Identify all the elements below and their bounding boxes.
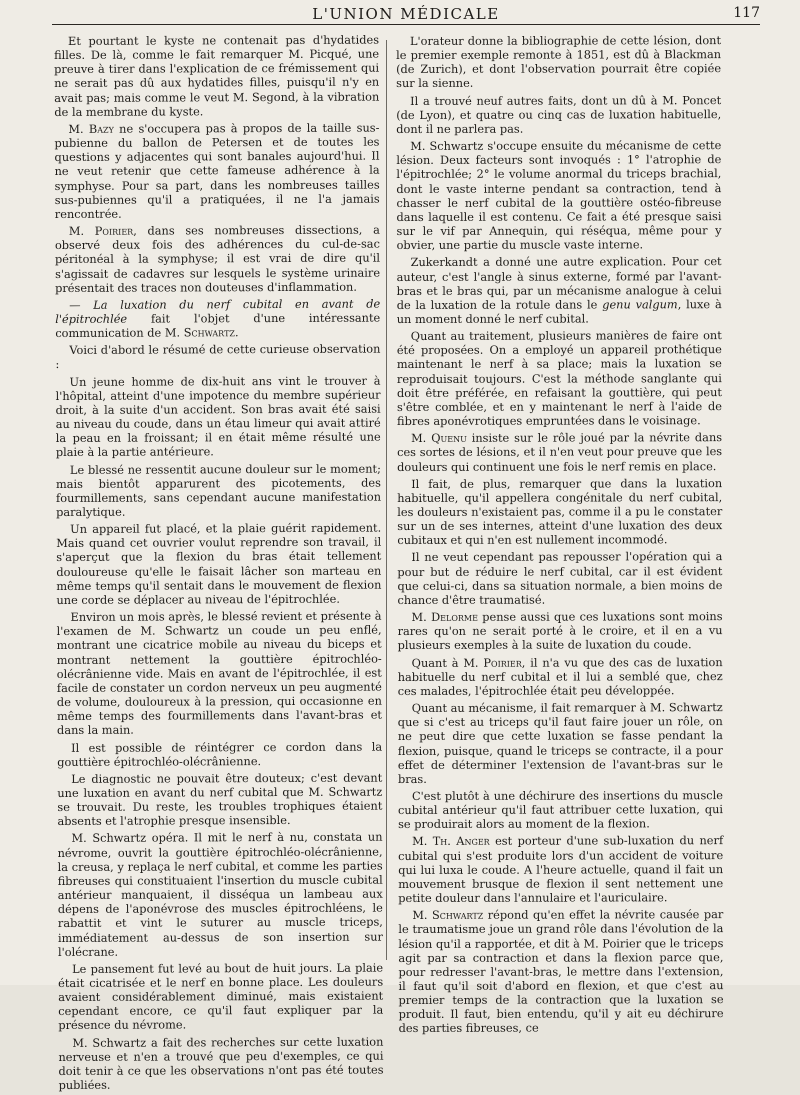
- text-run: .: [234, 325, 239, 340]
- paragraph: [55, 373, 380, 459]
- paragraph: [56, 521, 381, 607]
- paragraph: [397, 328, 722, 428]
- paragraph: [55, 223, 380, 295]
- paragraph: [55, 342, 380, 372]
- text-run: fait l'objet d'une intéressante communication de M.: [55, 310, 381, 341]
- paragraph: [398, 609, 723, 652]
- text-run: Un appareil fut placé, et la plaie guérit rapidement. Mais quand cet ouvrier voulut reprendre son travail, il s'aperçut que la flexion du bras était tellement douloureuse qu'elle le faisait lâcher son marteau en même temps qu'il sentait dans le mouvement de flexion une corde se déplacer au niveau de l'épitrochlée.: [56, 520, 382, 607]
- text-run: Environ un mois après, le blessé revient et présente à l'examen de M. Schwartz un coude un peu enflé, montrant une cicatrice mobile au niveau du biceps et montrant nettement la gouttière épitrochléo-olécrânienne vide. Mais en avant de l'épitrochlée, il est facile de constater un cordon nerveux un peu augmenté de volume, douloureux à la pression, qui occasionne en même temps des fourmillements dans l'avant-bras et dans la main.: [56, 608, 383, 738]
- text-run: C'est plutôt à une déchirure des insertions du muscle cubital antérieur qu'il faut attribuer cette luxation, qui se produirait alors au moment de la flexion.: [398, 788, 724, 832]
- paragraph: [398, 907, 723, 1035]
- paragraph: [57, 830, 383, 959]
- text-run: Un jeune homme de dix-huit ans vint le trouver à l'hôpital, atteint d'une impotence du membre supérieur droit, à la suite d'un accident. Son bras avait été saisi au niveau du coude, dans un étau limeur qui avait attiré la peau en la froissant; il en était même résulté une plaie à la partie antérieure.: [55, 373, 381, 460]
- text-run: Il ne veut cependant pas repousser l'opération qui a pour but de réduire le nerf cubital, car il est évident que celui-ci, dans sa situation normale, a bien moins de chance d'être traumatisé.: [397, 549, 723, 607]
- paragraph: [58, 960, 383, 1032]
- paragraph: [398, 834, 723, 906]
- journal-title: L'UNION MÉDICALE: [312, 5, 500, 23]
- text-run: Zukerkandt a donné une autre explication. Pour cet auteur, c'est l'angle à sinus externe, formé par l'avant-bras et le bras qui, par un mécanisme analogue à celui de la luxation de la rotule dans le: [396, 254, 722, 312]
- text-run: Quant au mécanisme, il fait remarquer à M. Schwartz que si c'est au triceps qu'il faut faire jouer un rôle, on ne peut dire que cette luxation se fasse pendant la flexion, puisque, quand le triceps se contracte, il a pour effet de déterminer l'extension de l'avant-bras sur le bras.: [397, 700, 723, 786]
- text-run: Et pourtant le kyste ne contenait pas d'hydatides filles. De là, comme le fait remarquer M. Picqué, une preuve à tirer dans l'explication de ce frémissement qui ne serait pas dû aux hydatides filles, puisqu'il n'y en avait pas; mais comme le veut M. Segond, à la vibration de la membrane du kyste.: [54, 32, 380, 119]
- text-run: Quant au traitement, plusieurs manières de faire ont été proposées. On a employé un appareil prothétique maintenant le nerf à sa place; mais la luxation se reproduisait toujours. C'est la méthode sanglante qui doit être préférée, en refaisant la gouttière, qui peut s'être comblée, et en y maintenant le nerf à l'aide de fibres aponévrotiques empruntées dans le voisinage.: [396, 328, 722, 429]
- paragraph: [398, 700, 723, 786]
- text-run: M.: [412, 834, 433, 849]
- italic-text: La luxation du nerf cubital en avant de l'épitrochlée: [55, 296, 381, 326]
- text-run: est porteur d'une sub-luxation du nerf cubital qui s'est produite lors d'un accident de voiture qui lui luxa le coude. A l'heure actuelle, quand il fait un mouvement brusque de flexion il sent nettement une petite douleur dans l'annulaire et l'auriculaire.: [398, 833, 724, 906]
- text-run: , il n'a vu que des cas de luxation habituelle du nerf cubital et il lui a semblé que, chez ces malades, l'épitrochlée était peu développée.: [397, 654, 723, 698]
- text-run: M.: [411, 610, 432, 625]
- header-rule: [52, 24, 760, 25]
- paragraph: [54, 121, 379, 222]
- paragraph: [396, 138, 721, 252]
- text-run: insiste sur le rôle joué par la névrite dans ces sortes de lésions, et il n'en veut pour preuve que les douleurs qui continuent une fois le nerf remis en place.: [397, 430, 723, 474]
- text-run: Il est possible de réintégrer ce cordon dans la gouttière épitrochléo-olécrânienne.: [57, 739, 383, 769]
- text-run: pense aussi que ces luxations sont moins rares qu'on ne serait porté à le croire, et il en a vu plusieurs exemples à la suite de luxation du coude.: [397, 609, 723, 653]
- paragraph: [396, 33, 721, 90]
- text-run: M. Schwartz opéra. Il mit le nerf à nu, constata un névrome, ouvrit la gouttière épitrochléo-olécrânienne, la creusa, y replaça le nerf cubital, et comme les parties fibreuses qui constituaient l'insertion du muscle cubital antérieur manquaient, il disséqua un lambeau aux dépens de l'aponévrose des muscles épitrochléens, le rabattit et vint le suturer au muscle triceps, immédiatement au-dessus de son insertion sur l'olécrane.: [57, 830, 383, 959]
- speaker-name: Schwartz: [183, 325, 235, 340]
- paragraph: [397, 476, 722, 548]
- paragraph: [54, 33, 379, 119]
- text-run: Il fait, de plus, remarquer que dans la luxation habituelle, qu'il appellera congénitale du nerf cubital, les douleurs n'existaient pas, comme il a pu le constater sur un de ses internes, atteint d'une luxation des deux cubitaux et qui n'en est nullement incommodé.: [397, 475, 723, 548]
- paragraph: [396, 93, 721, 136]
- speaker-name: Delorme: [431, 609, 478, 625]
- italic-text: genu valgum: [602, 297, 678, 312]
- paragraph: [57, 770, 382, 828]
- text-run: L'orateur donne la bibliographie de cette lésion, dont le premier exemple remonte à 1851, est dû à Blackman (de Zurich), et dont l'observation pourrait être copiée sur la sienne.: [396, 33, 722, 91]
- left-column: [54, 33, 384, 1095]
- text-run: M.: [68, 121, 89, 136]
- text-run: , luxe à un moment donné le nerf cubital.: [396, 296, 722, 326]
- text-run: Le diagnostic ne pouvait être douteux; c'est devant une luxation en avant du nerf cubital que M. Schwartz se trouvait. Du reste, les troubles trophiques étaient absents et l'atrophie presque insensible.: [57, 770, 383, 829]
- paragraph: [55, 296, 380, 340]
- paragraph: [57, 739, 382, 769]
- paragraph: [398, 655, 723, 698]
- text-run: Il a trouvé neuf autres faits, dont un dû à M. Poncet (de Lyon), et quatre ou cinq cas de luxation habituelle, dont il ne parlera pas.: [396, 92, 722, 136]
- text-run: M. Schwartz a fait des recherches sur cette luxation nerveuse et n'en a trouvé que peu d'exemples, ce qui doit tenir à ce que les observations n'ont pas été toutes publiées.: [58, 1034, 384, 1093]
- text-run: Le pansement fut levé au bout de huit jours. La plaie était cicatrisée et le nerf en bonne place. Les douleurs avaient considérablement diminué, mais existaient cependant encore, ce qu'il faut expliquer par la présence du névrome.: [58, 960, 384, 1033]
- page-header: [52, 4, 760, 24]
- paragraph: [56, 461, 381, 519]
- text-run: —: [69, 297, 94, 312]
- column-divider: [386, 40, 387, 960]
- paragraph: [57, 609, 383, 738]
- text-run: Le blessé ne ressentit aucune douleur sur le moment; mais bientôt apparurent des picotements, des fourmillements, sans cependant aucune manifestation paralytique.: [55, 461, 382, 519]
- paragraph: [397, 430, 722, 473]
- page-number: 117: [733, 5, 760, 21]
- paragraph: [397, 254, 722, 326]
- paragraph: [397, 550, 722, 607]
- speaker-name: Poirier: [483, 655, 522, 670]
- speaker-name: Th. Anger: [432, 834, 490, 849]
- text-run: , dans ses nombreuses dissections, a observé deux fois des adhérences du cul-de-sac péritonéal à la symphyse; il est vrai de dire qu'il s'agissait de cadavres sur lesquels le système urinaire présentait des traces non douteuses d'inflammation.: [54, 222, 381, 295]
- text-run: Quant à M.: [411, 655, 484, 670]
- text-run: répond qu'en effet la névrite causée par le traumatisme joue un grand rôle dans l'évolution de la lésion qu'il a rapportée, et dit à M. Poirier que le triceps agit par sa contraction et dans la flexion parce que, pour redresser l'avant-bras, le mettre dans l'extension, il faut qu'il soit d'abord en flexion, et que c'est au premier temps de la contraction que la luxation se produit. Il faut, bien entendu, qu'il y ait eu déchirure des parties fibreuses, ce: [398, 907, 724, 1036]
- paragraph: [398, 788, 723, 831]
- speaker-name: Bazy: [88, 121, 114, 136]
- text-run: M.: [412, 908, 433, 923]
- text-run: M.: [411, 431, 432, 446]
- text-run: M.: [68, 223, 95, 238]
- text-run: M. Schwartz s'occupe ensuite du mécanisme de cette lésion. Deux facteurs sont invoqués : 1° l'atrophie de l'épitrochlée; 2° le volume anormal du triceps brachial, dont le vaste interne pendant sa contraction, tend à chasser le nerf cubital de la gouttière ostéo-fibreuse dans laquelle il est contenu. Ce fait a été presque saisi sur le vif par Annequin, qui réséqua, même pour y obvier, une partie du muscle vaste interne.: [396, 138, 722, 253]
- paragraph: [58, 1034, 383, 1092]
- right-column: [396, 33, 724, 1038]
- speaker-name: Poirier: [94, 223, 134, 238]
- speaker-name: Schwartz: [431, 907, 484, 923]
- text-run: Voici d'abord le résumé de cette curieuse observation :: [55, 341, 381, 372]
- speaker-name: Quenu: [431, 431, 467, 446]
- text-run: ne s'occupera pas à propos de la taille sus-pubienne du ballon de Petersen et de toutes les questions y adjacentes qui sont banales aujourd'hui. Il ne veut retenir que cette fameuse adhérence à la symphyse. Pour sa part, dans les nombreuses tailles sus-pubiennes qu'il a pratiquées, il ne l'a jamais rencontrée.: [54, 120, 380, 221]
